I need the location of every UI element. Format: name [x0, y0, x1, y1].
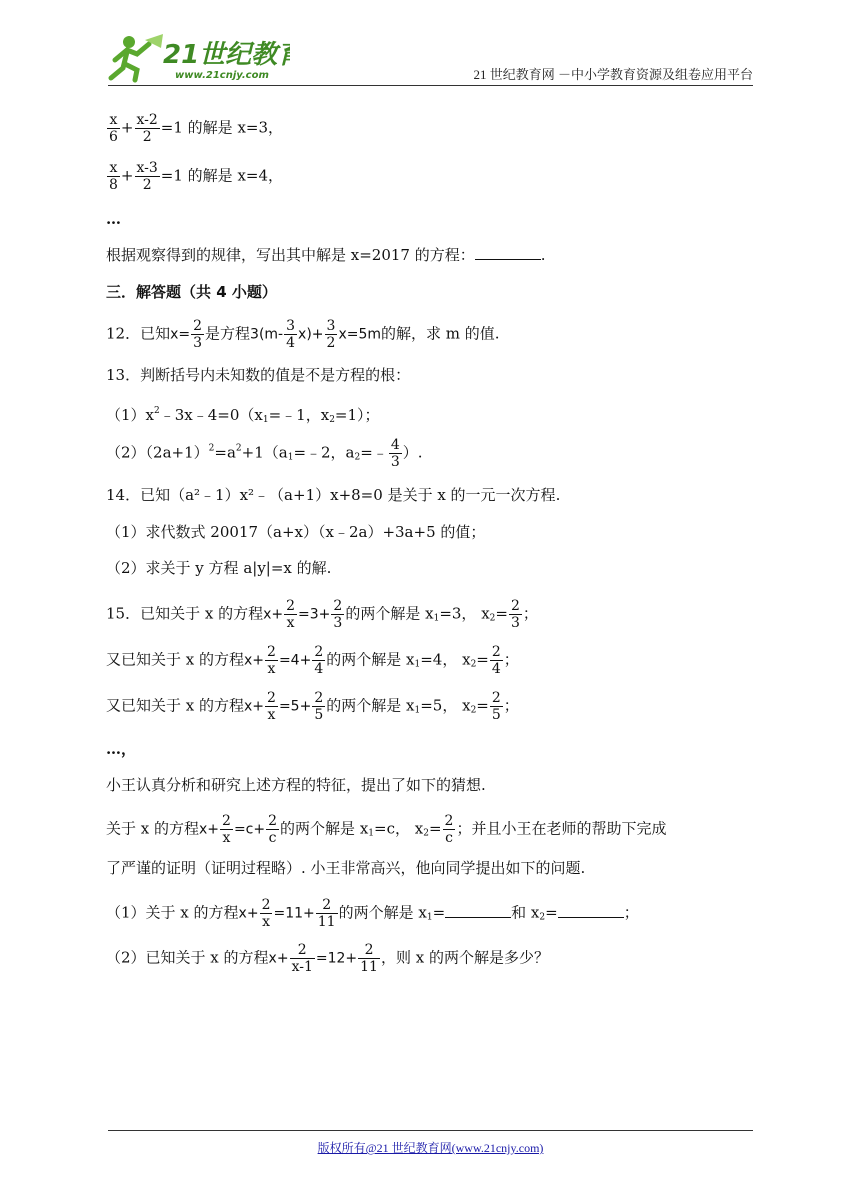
svg-text:www.21cnjy.com: www.21cnjy.com: [175, 70, 269, 81]
svg-text:21世纪教育: 21世纪教育: [163, 40, 290, 70]
question-15: 15．已知关于 x 的方程x+ $\frac{2}{x}$ =3+ $\frac{2}{3}$ 的两个解是 $x_1=3$， $x_2=$ $\frac{2}{3}$ ；: [106, 598, 538, 631]
answer-blank-x2[interactable]: [558, 903, 624, 918]
example-equation-2: $\frac{x}{8}$ + $\frac{x-3}{2}$ =1 的解是 x=4，: [109, 160, 284, 193]
question-15-text: 小王认真分析和研究上述方程的特征，提出了如下的猜想.: [106, 776, 486, 794]
answer-blank[interactable]: [475, 245, 541, 260]
section-heading: 三．解答题（共 4 小题）: [106, 283, 277, 301]
question-14: 14．已知（a²﹣1）x²﹣（a+1）x+8=0 是关于 x 的一元一次方程.: [106, 486, 561, 504]
question-14-part-1: （1）求代数式 20017（a+x）（x﹣2a）+3a+5 的值；: [106, 523, 486, 541]
question-12: 12．已知x= $\frac{2}{3}$ 是方程3(m- $\frac{3}{4}$ x)+ $\frac{3}{2}$ x=5m的解，求 m 的值.: [106, 318, 500, 351]
question-11-prompt: 根据观察得到的规律，写出其中解是 x=2017 的方程： .: [106, 246, 546, 264]
question-14-part-2: （2）求关于 y 方程 a|y|=x 的解.: [106, 559, 332, 577]
example-equation-1: $\frac{x}{6}$ + $\frac{x-2}{2}$ =1 的解是 x=3，: [109, 112, 284, 145]
footer-copyright-link[interactable]: 版权所有@21 世纪教育网(www.21cnjy.com): [317, 1141, 544, 1155]
ellipsis: …，: [106, 740, 137, 758]
question-15-example-3: 又已知关于 x 的方程x+ $\frac{2}{x}$ =5+ $\frac{2}{5}$ 的两个解是 $x_1=5$， $x_2=$ $\frac{2}{5}$ ；: [106, 690, 519, 723]
header-divider: [108, 85, 753, 86]
site-title: 21 世纪教育网 －中小学教育资源及组卷应用平台: [473, 67, 753, 82]
question-15-example-2: 又已知关于 x 的方程x+ $\frac{2}{x}$ =4+ $\frac{2}{4}$ 的两个解是 $x_1=4$， $x_2=$ $\frac{2}{4}$ ；: [106, 644, 519, 677]
question-13-part-2: $(2)(2a+1)^2=a^2+1(a_1=﹣2$，$a_2=﹣$ $\frac{4}{3}$ ）.: [106, 437, 423, 470]
question-15-part-1: （1）关于 x 的方程x+ $\frac{2}{x}$ =11+ $\frac{2}{11}$ 的两个解是 $x_1=$ 和 $x_2=$ ；: [106, 897, 639, 930]
question-13: 13．判断括号内未知数的值是不是方程的根：: [106, 366, 411, 384]
question-15-part-2: （2）已知关于 x 的方程x+ $\frac{2}{x-1}$ =12+ $\frac{2}{11}$ ，则 x 的两个解是多少？: [106, 942, 549, 975]
runner-logo-icon: [105, 30, 290, 84]
ellipsis: …: [106, 210, 121, 228]
question-15-guess: 关于 x 的方程x+ $\frac{2}{x}$ =c+ $\frac{2}{c}$ 的两个解是 $x_1=c$， $x_2=$ $\frac{2}{c}$ ；并且小王在老师的帮助下完成: [106, 813, 667, 846]
question-13-part-1: $(1)x^2﹣3x﹣4=0(x_1=﹣1$，$x_2=1$）；: [106, 406, 380, 425]
question-15-text-2: 了严谨的证明（证明过程略）. 小王非常高兴，他向同学提出如下的问题.: [106, 859, 586, 877]
site-logo: [105, 30, 290, 88]
answer-blank-x1[interactable]: [445, 903, 511, 918]
footer-divider: [108, 1130, 753, 1131]
